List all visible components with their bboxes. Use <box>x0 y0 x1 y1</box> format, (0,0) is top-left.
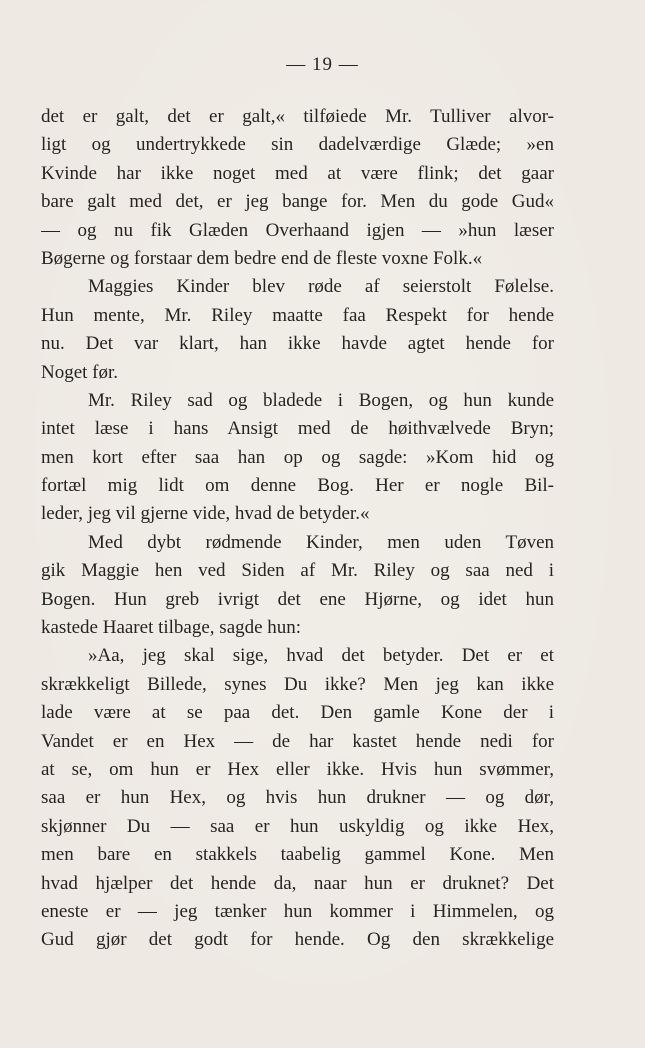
text-line: det er galt, det er galt,« tilføiede Mr. Tulliver alvor- <box>41 106 554 127</box>
text-line: gik Maggie hen ved Siden af Mr. Riley og saa ned i <box>41 560 554 582</box>
text-line: Med dybt rødmende Kinder, men uden Tøven <box>88 531 554 553</box>
text-line: Vandet er en Hex — de har kastet hende nedi for <box>41 730 554 752</box>
text-line: eneste er — jeg tænker hun kommer i Himmelen, og <box>41 900 554 922</box>
text-line: lade være at se paa det. Den gamle Kone der i <box>41 702 554 724</box>
text-line: saa er hun Hex, og hvis hun drukner — og dør, <box>41 787 554 809</box>
text-line: Maggies Kinder blev røde af seierstolt Følelse. <box>88 276 554 298</box>
text-line: skrækkeligt Billede, synes Du ikke? Men jeg kan ikke <box>41 673 554 695</box>
text-line: intet læse i hans Ansigt med de høithvælvede Bryn; <box>41 418 554 440</box>
body-text <box>41 103 554 955</box>
page-number: — 19 — <box>286 54 359 75</box>
text-line: Mr. Riley sad og bladede i Bogen, og hun kunde <box>88 389 554 411</box>
text-line: — og nu fik Glæden Overhaand igjen — »hun læser <box>41 219 554 241</box>
text-line: »Aa, jeg skal sige, hvad det betyder. Det er et <box>88 645 554 667</box>
text-line: Bogen. Hun greb ivrigt det ene Hjørne, og idet hun <box>41 588 554 610</box>
text-line: Bøgerne og forstaar dem bedre end de fleste voxne Folk.« <box>41 247 483 269</box>
text-line: bare galt med det, er jeg bange for. Men du gode Gud« <box>41 191 554 213</box>
text-line: Hun mente, Mr. Riley maatte faa Respekt for hende <box>41 304 554 326</box>
text-line: nu. Det var klart, han ikke havde agtet hende for <box>41 333 554 355</box>
text-line: hvad hjælper det hende da, naar hun er druknet? Det <box>41 872 554 894</box>
text-line: ligt og undertrykkede sin dadelværdige Glæde; »en <box>41 134 554 156</box>
text-line: kastede Haaret tilbage, sagde hun: <box>41 617 302 639</box>
text-line: Noget før. <box>41 361 119 383</box>
text-line: men kort efter saa han op og sagde: »Kom hid og <box>41 446 554 468</box>
text-line: men bare en stakkels taabelig gammel Kone. Men <box>41 844 554 866</box>
text-line: Gud gjør det godt for hende. Og den skrækkelige <box>41 929 554 951</box>
text-line: Kvinde har ikke noget med at være flink; det gaar <box>41 162 554 184</box>
text-line: leder, jeg vil gjerne vide, hvad de betyder.« <box>41 503 370 525</box>
text-line: skjønner Du — saa er hun uskyldig og ikke Hex, <box>41 815 554 837</box>
text-line: fortæl mig lidt om denne Bog. Her er nogle Bil- <box>41 475 554 497</box>
text-line: at se, om hun er Hex eller ikke. Hvis hun svømmer, <box>41 758 554 780</box>
